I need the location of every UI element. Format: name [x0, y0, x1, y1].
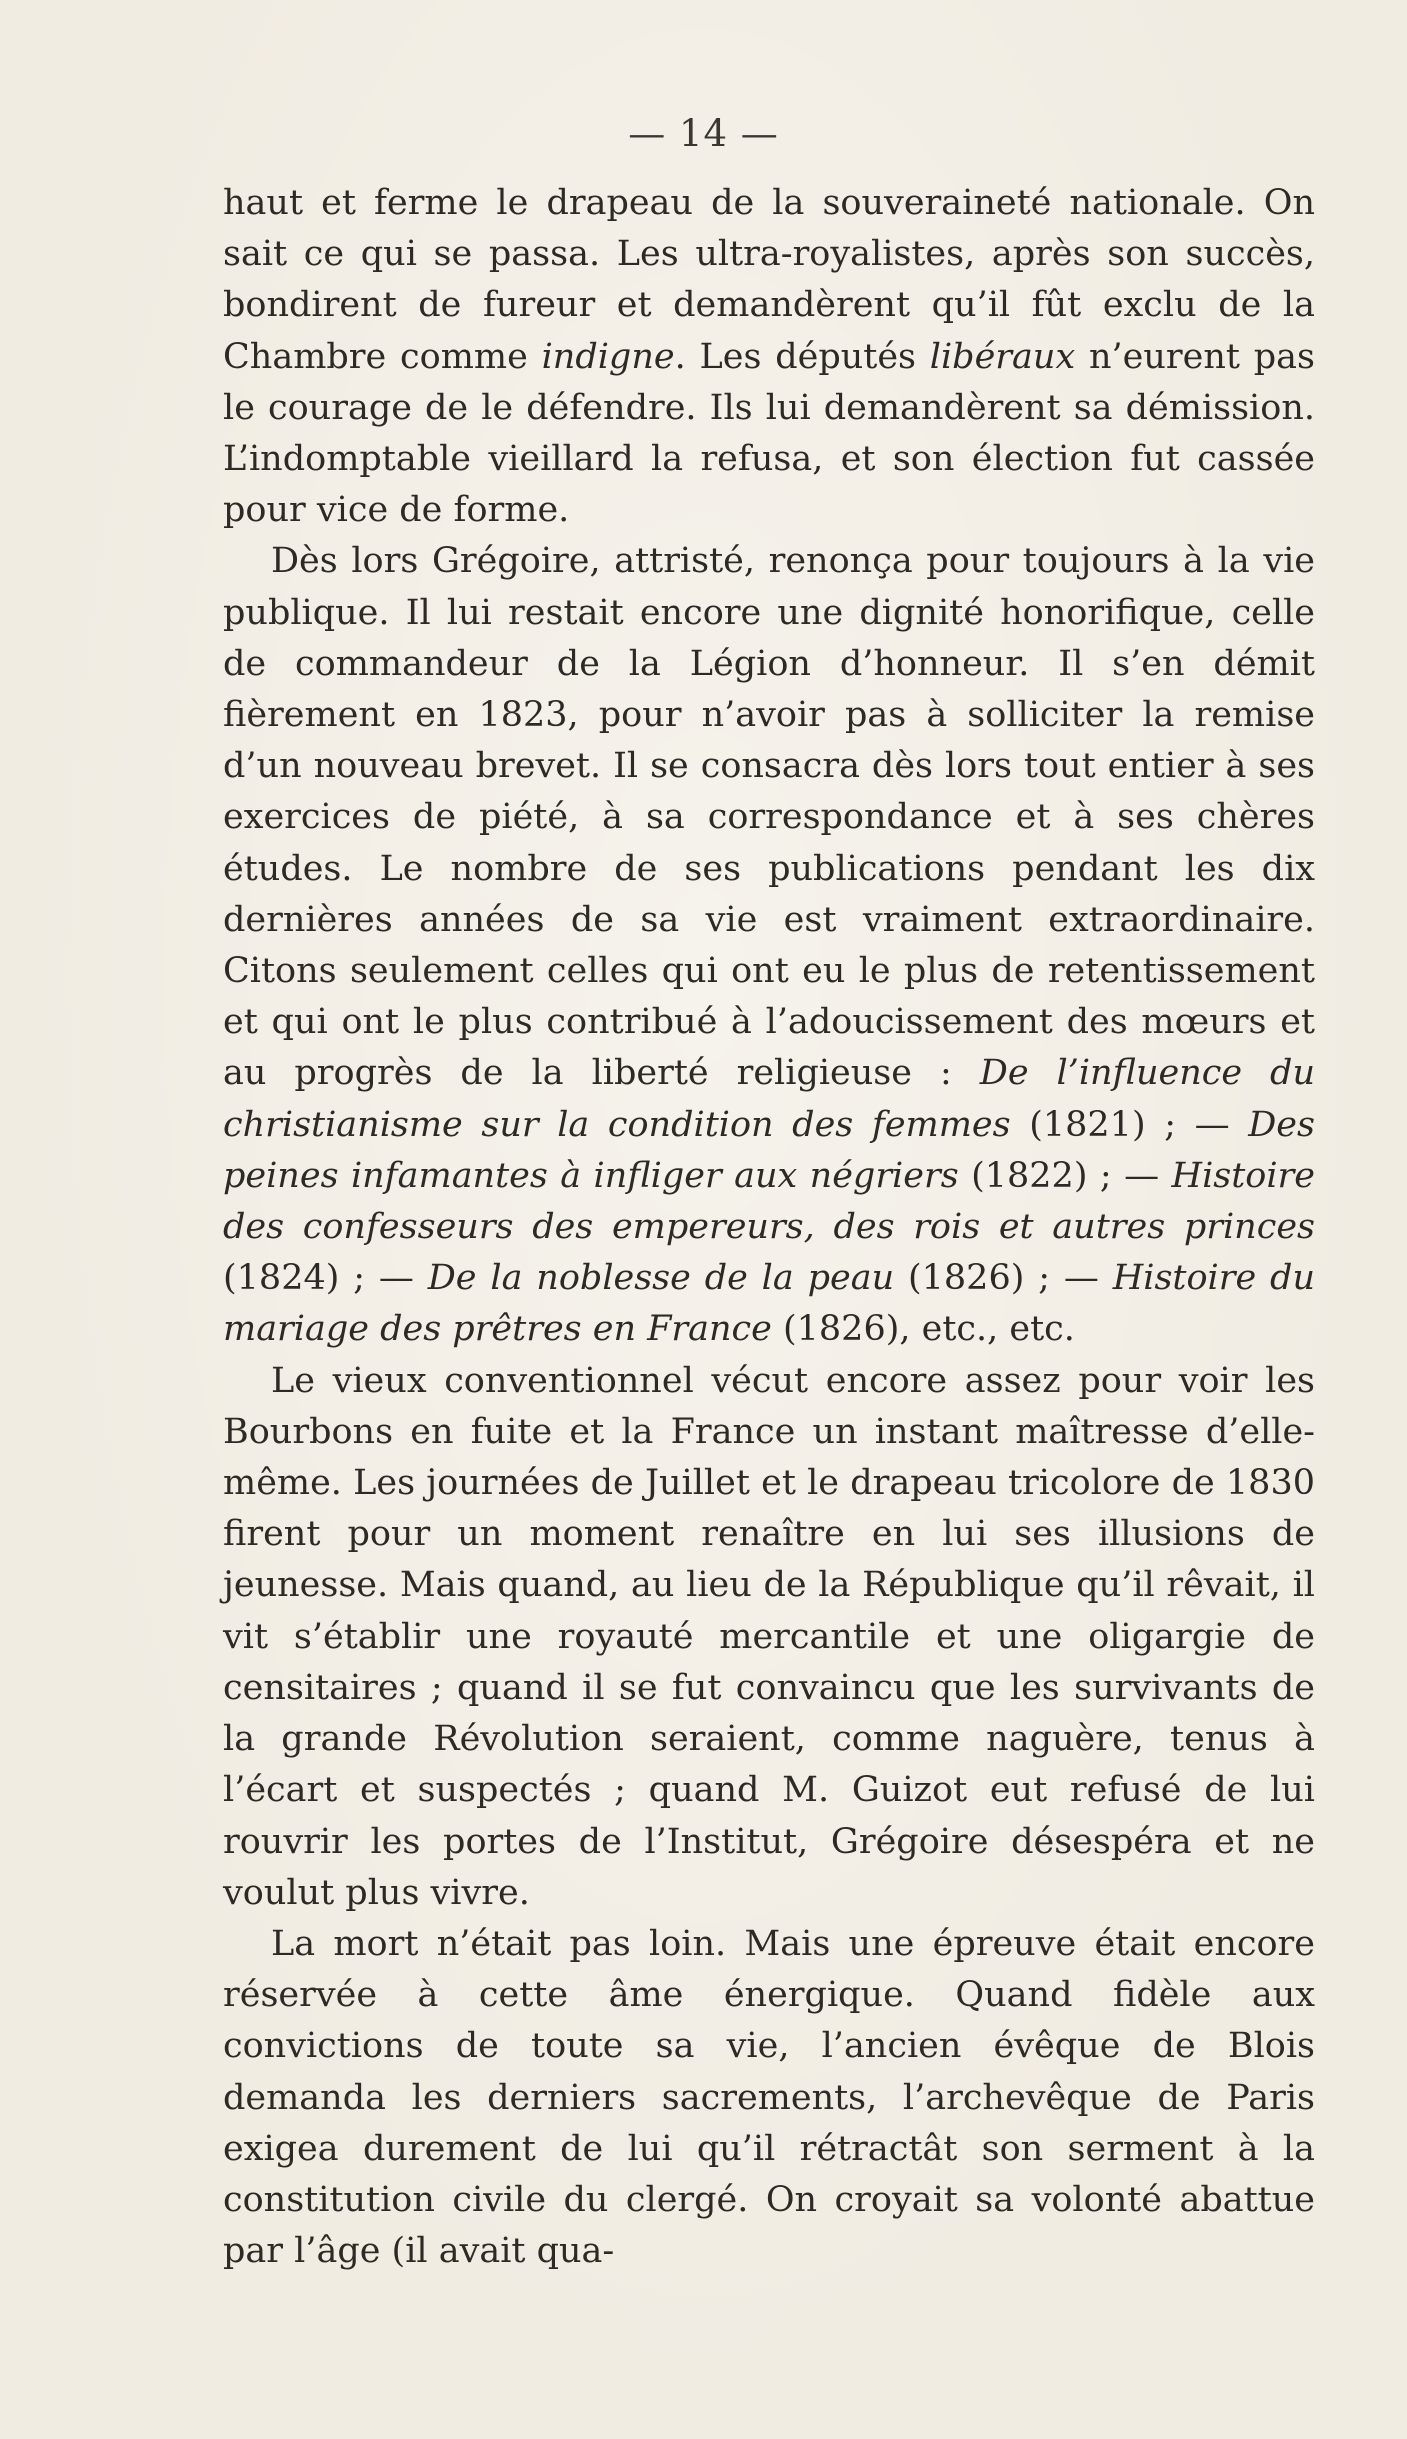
- text-segment: (1824) ; —: [223, 1258, 428, 1299]
- paragraph-4: [223, 1919, 1315, 2277]
- text-segment: La mort n’était pas loin. Mais une épreuve était encore réservée à cette âme énergique. Quand fidèle aux convictions de toute sa vie, l’ancien évêque de Blois demanda les derniers sacrements, l’archevêque de Paris exigea durement de lui qu’il rétractât son serment à la constitution civile du clergé. On croyait sa volonté abattue par l’âge (il avait qua-: [223, 1923, 1315, 2272]
- page-number: — 14 —: [628, 112, 779, 155]
- body-text: [223, 178, 1315, 2277]
- italic-title: Des peines infamantes à infliger aux négriers: [223, 1104, 1315, 1196]
- italic-title: De la noblesse de la peau: [427, 1258, 895, 1299]
- text-segment: (1821) ; —: [1010, 1104, 1249, 1145]
- text-segment: . Les députés: [674, 336, 930, 377]
- text-segment: (1822) ; —: [958, 1155, 1172, 1196]
- text-segment: Dès lors Grégoire, attristé, renonça pour toujours à la vie publique. Il lui restait encore une dignité honorifique, celle de commandeur de la Légion d’honneur. Il s’en démit fièrement en 1823, pour n’avoir pas à solliciter la remise d’un nouveau brevet. Il se consacra dès lors tout entier à ses exercices de piété, à sa correspondance et à ses chères études. Le nombre de ses publications pendant les dix dernières années de sa vie est vraiment extraordinaire. Citons seulement celles qui ont eu le plus de retentissement et qui ont le plus contribué à l’adoucissement des mœurs et au progrès de la liberté religieuse :: [223, 541, 1315, 1094]
- italic-term-liberaux: libéraux: [929, 336, 1076, 377]
- italic-term-indigne: indigne: [541, 336, 675, 377]
- text-segment: (1826), etc., etc.: [771, 1309, 1075, 1350]
- italic-title: De l’influence du christianisme sur la condition des femmes: [223, 1053, 1315, 1145]
- italic-title: Histoire des confesseurs des empereurs, des rois et autres princes: [223, 1155, 1315, 1248]
- italic-title: Histoire du mariage des prêtres en France: [223, 1258, 1315, 1350]
- text-segment: n’eurent pas le courage de le défendre. Ils lui demandèrent sa démission. L’indomptable vieillard la refusa, et son élection fut cassée pour vice de forme.: [223, 336, 1315, 531]
- text-segment: Le vieux conventionnel vécut encore assez pour voir les Bourbons en fuite et la France un instant maîtresse d’elle-même. Les journées de Juillet et le drapeau tricolore de 1830 firent pour un moment renaître en lui ses illusions de jeunesse. Mais quand, au lieu de la République qu’il rêvait, il vit s’établir une royauté mercantile et une oligargie de censitaires ; quand il se fut convaincu que les survivants de la grande Révolution seraient, comme naguère, tenus à l’écart et suspectés ; quand M. Guizot eut refusé de lui rouvrir les portes de l’Institut, Grégoire désespéra et ne voulut plus vivre.: [223, 1360, 1315, 1913]
- paragraph-2: [223, 536, 1315, 1355]
- paragraph-1: [223, 178, 1315, 536]
- text-segment: (1826) ; —: [894, 1258, 1113, 1299]
- text-segment: haut et ferme le drapeau de la souveraineté nationale. On sait ce qui se passa. Les ultra-royalistes, après son succès, bondirent de fureur et demandèrent qu’il fût exclu de la Chambre comme: [223, 183, 1315, 377]
- paragraph-3: [223, 1356, 1315, 1919]
